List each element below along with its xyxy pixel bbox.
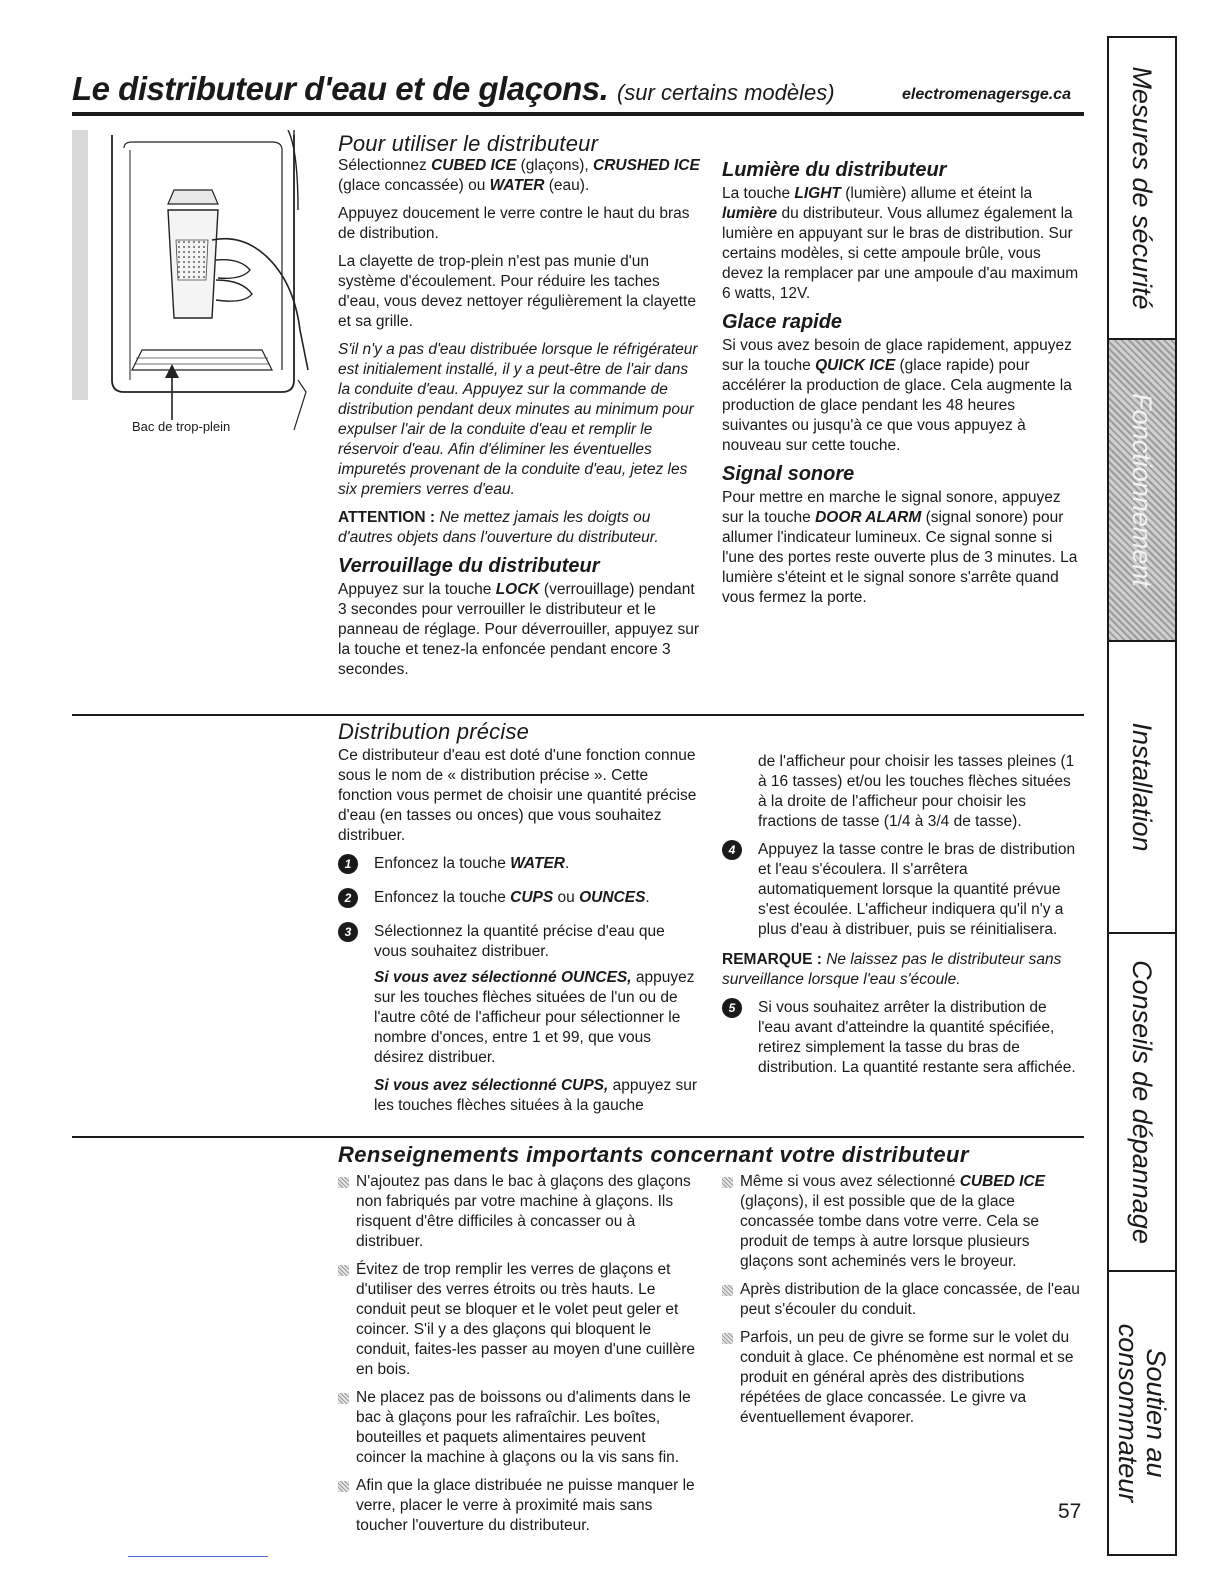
section-tabs — [1107, 36, 1177, 1556]
header-rule — [72, 112, 1084, 116]
paragraph-cups-continued: de l'afficheur pour choisir les tasses pleines (1 à 16 tasses) et/ou les touches flèches situées à la droite de l'afficheur pour choisir les fractions de tasse (1/4 à 3/4 de tasse). — [758, 753, 1075, 830]
tab-soutien-au-consommateur[interactable]: Soutien au consommateur — [1113, 1323, 1171, 1503]
section-rule-1 — [72, 714, 1084, 716]
heading-verrouillage: Verrouillage du distributeur — [338, 555, 600, 577]
heading-lumiere: Lumière du distributeur — [722, 159, 947, 181]
tab-fonctionnement[interactable]: Fonctionnement — [1109, 340, 1175, 642]
list-item: Afin que la glace distribuée ne puisse manquer le verre, placer le verre à proximité mais sans toucher l'ouverture du distributeur. — [338, 1476, 698, 1536]
title-text: Le distributeur d'eau et de glaçons. — [72, 70, 609, 107]
paragraph-attention: ATTENTION : Ne mettez jamais les doigts ou d'autres objets dans l'ouverture du distributeur. — [338, 509, 659, 546]
paragraph-glace-rapide: Si vous avez besoin de glace rapidement, appuyez sur la touche QUICK ICE (glace rapide) pour accélérer la production de glace. Cela augmente la production de glace pendant les 48 heures suivantes ou jusqu'à ce que vous appuyez à nouveau sur cette touche. — [722, 337, 1072, 454]
tab-installation[interactable]: Installation — [1109, 642, 1175, 934]
paragraph-remarque: REMARQUE : Ne laissez pas le distributeur sans surveillance lorsque l'eau s'écoule. — [722, 951, 1062, 988]
heading-precise: Distribution précise — [338, 719, 530, 744]
paragraph-cups: Si vous avez sélectionné CUPS, appuyez sur les touches flèches situées à la gauche — [374, 1077, 698, 1114]
list-item: Même si vous avez sélectionné CUBED ICE (glaçons), il est possible que de la glace concassée tombe dans votre verre. Cela se produit de temps à autre lorsque plusieurs glaçons sont acheminés vers le broyeur. — [722, 1172, 1080, 1272]
heading-signal: Signal sonore — [722, 463, 855, 485]
section-precise-left — [338, 719, 698, 1124]
paragraph-verrouillage: Appuyez sur la touche LOCK (verrouillage) pendant 3 secondes pour verrouiller le distributeur et le panneau de réglage. Pour déverrouiller, appuyez sur la touche et tenez-la enfoncée pendant encore 3 secondes. — [338, 581, 700, 678]
step-2: 2 Enfoncez la touche CUPS ou OUNCES. — [338, 888, 698, 908]
step-5: 5 Si vous souhaitez arrêter la distribution de l'eau avant d'atteindre la quantité spécifiée, retirez simplement la tasse du bras de distribution. La quantité restante sera affichée. — [722, 998, 1080, 1078]
step-number: 5 — [722, 998, 742, 1018]
section-right-features — [722, 160, 1080, 616]
paragraph-ounces: Si vous avez sélectionné OUNCES, appuyez sur les touches flèches situées de l'un ou de l'autre côté de l'afficheur pour sélectionner le nombre d'onces, entre 1 et 99, que vous désirez distribuer. — [374, 969, 695, 1066]
illustration-caption: Bac de trop-plein — [132, 419, 231, 434]
paragraph-lumiere: La touche LIGHT (lumière) allume et éteint la lumière du distributeur. Vous allumez également la lumière en appuyant sur le bras de distribution. Sur certains modèles, si cette ampoule brûle, vous devez la remplacer par une ampoule d'au maximum 6 watts, 12V. — [722, 185, 1079, 302]
step-3: 3 Sélectionnez la quantité précise d'eau que vous souhaitez distribuer. — [338, 922, 698, 962]
list-item: Parfois, un peu de givre se forme sur le volet du conduit à glace. Ce phénomène est normal et se produit en général après des distributions répétées de glace concassée. Le givre va éventuellement évaporer. — [722, 1328, 1080, 1428]
footer-line — [128, 1556, 268, 1557]
section-rule-2 — [72, 1136, 1084, 1138]
tab-conseils-de-depannage[interactable]: Conseils de dépannage — [1109, 934, 1175, 1272]
step-number: 4 — [722, 840, 742, 860]
dispenser-with-hand-illustration — [72, 130, 312, 440]
section-important-left — [338, 1172, 698, 1544]
paragraph-selection: Sélectionnez CUBED ICE (glaçons), CRUSHED ICE (glace concassée) ou WATER (eau). — [338, 157, 700, 194]
page-title — [72, 70, 835, 108]
list-item: Évitez de trop remplir les verres de glaçons et d'utiliser des verres étroits ou très hauts. Le conduit peut se bloquer et le volet peut geler et coincer. S'il y a des glaçons qui bloquent le conduit, faites-les passer au moyen d'une cuillère en bois. — [338, 1260, 698, 1380]
paragraph-signal: Pour mettre en marche le signal sonore, appuyez sur la touche DOOR ALARM (signal sonore) pour allumer l'indicateur lumineux. Ce signal sonne si l'une des portes reste ouverte plus de 3 minutes. La lumière s'éteint et le signal sonore s'arrête quand vous fermez la porte. — [722, 489, 1078, 606]
section-pour-utiliser — [338, 131, 700, 688]
heading-pour-utiliser: Pour utiliser le distributeur — [338, 131, 599, 156]
list-item: Après distribution de la glace concassée, de l'eau peut s'écouler du conduit. — [722, 1280, 1080, 1320]
paragraph-air: S'il n'y a pas d'eau distribuée lorsque le réfrigérateur est initialement installé, il y a peut-être de l'air dans la conduite d'eau. Appuyez sur la commande de distribution pendant deux minutes au minimum pour expulser l'air de la conduite d'eau et remplir le réservoir d'eau. Afin d'éliminer les éventuelles impuretés provenant de la conduite d'eau, jetez les six premiers verres d'eau. — [338, 341, 698, 498]
title-subtitle: (sur certains modèles) — [616, 80, 835, 105]
section-important-right — [722, 1172, 1080, 1436]
dispenser-illustration — [72, 130, 312, 440]
step-number: 3 — [338, 922, 358, 942]
paragraph-precise-intro: Ce distributeur d'eau est doté d'une fonction connue sous le nom de « distribution précise ». Cette fonction vous permet de choisir une quantité précise d'eau (en tasses ou onces) que vous souhaitez distribuer. — [338, 747, 697, 844]
page-number: 57 — [1058, 1500, 1082, 1523]
paragraph-clayette: La clayette de trop-plein n'est pas munie d'un système d'écoulement. Pour réduire les taches d'eau, vous devez nettoyer régulièrement la clayette et sa grille. — [338, 253, 696, 330]
step-4: 4 Appuyez la tasse contre le bras de distribution et l'eau s'écoulera. Il s'arrêtera automatiquement lorsque la quantité prévue s'est écoulée. L'afficheur indiquera qu'il n'y a plus d'eau à distribuer, puis se réinitialisera. — [722, 840, 1080, 940]
step-number: 1 — [338, 854, 358, 874]
paragraph-verre: Appuyez doucement le verre contre le haut du bras de distribution. — [338, 205, 690, 242]
heading-important: Renseignements importants concernant votre distributeur — [338, 1142, 969, 1167]
website-link[interactable]: electromenagersge.ca — [902, 86, 1071, 103]
step-number: 2 — [338, 888, 358, 908]
heading-glace-rapide: Glace rapide — [722, 311, 843, 333]
section-precise-right — [722, 752, 1080, 1088]
list-item: N'ajoutez pas dans le bac à glaçons des glaçons non fabriqués par votre machine à glaçons. Ils risquent d'être difficiles à concasser ou à distribuer. — [338, 1172, 698, 1252]
step-1: 1 Enfoncez la touche WATER. — [338, 854, 698, 874]
tab-mesures-de-securite[interactable]: Mesures de sécurité — [1109, 38, 1175, 340]
list-item: Ne placez pas de boissons ou d'aliments dans le bac à glaçons pour les rafraîchir. Les boîtes, bouteilles et paquets alimentaires peuvent coincer la machine à glaçons ou la vis sans fin. — [338, 1388, 698, 1468]
